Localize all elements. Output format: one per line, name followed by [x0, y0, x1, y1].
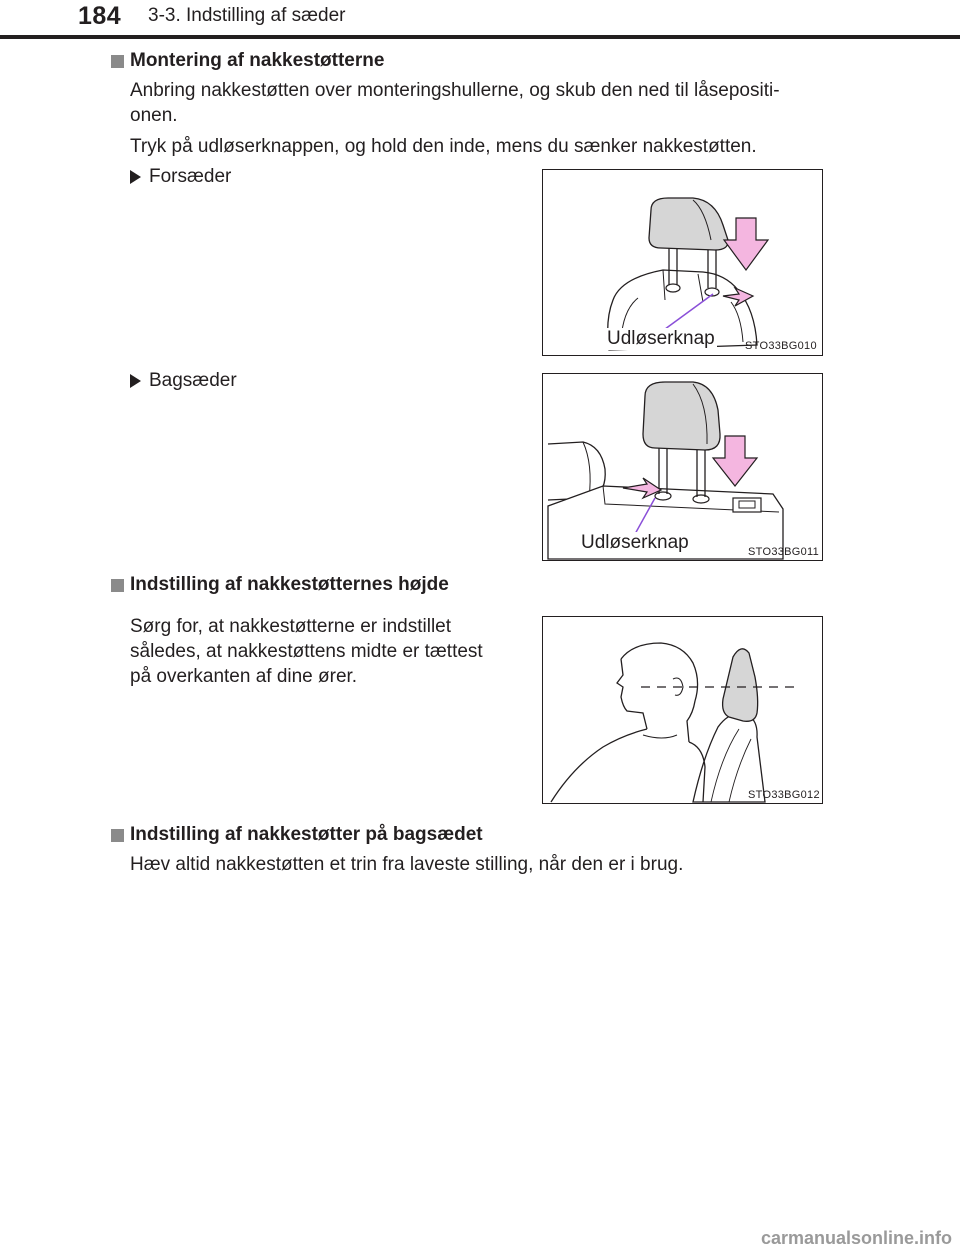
mounting-para1-line1: Anbring nakkestøtten over monteringshullerne, og skub den ned til låsepositi-: [130, 80, 780, 101]
figure-rear-seat: [542, 373, 823, 561]
watermark: carmanualsonline.info: [760, 1228, 952, 1248]
page-number: 184: [78, 2, 122, 30]
heading-height-text: Indstilling af nakkestøtternes højde: [130, 574, 449, 595]
fig2-code: STO33BG011: [748, 546, 820, 558]
head-position-illustration: [543, 617, 823, 804]
heading-mounting-text: Montering af nakkestøtterne: [130, 50, 385, 71]
triangle-bullet-icon: [130, 374, 141, 388]
height-para-line1: Sørg for, at nakkestøtterne er indstillet: [130, 616, 452, 637]
front-seats-label: [130, 166, 231, 188]
heading-height: [111, 574, 449, 596]
rear-seats-text: Bagsæder: [149, 370, 237, 391]
height-para-line3: på overkanten af dine ører.: [130, 666, 358, 687]
mounting-para2: Tryk på udløserknappen, og hold den inde, mens du sænker nakkestøtten.: [130, 136, 757, 157]
square-bullet-icon: [111, 829, 124, 842]
section-title: 3-3. Indstilling af sæder: [148, 5, 346, 26]
square-bullet-icon: [111, 579, 124, 592]
heading-rear: [111, 824, 483, 846]
mounting-para1-line2: onen.: [130, 105, 178, 126]
square-bullet-icon: [111, 55, 124, 68]
height-para-line2: således, at nakkestøttens midte er tættest: [130, 641, 483, 662]
heading-rear-text: Indstilling af nakkestøtter på bagsædet: [130, 824, 483, 845]
fig1-callout: Udløserknap: [607, 328, 715, 349]
rear-seats-label: [130, 370, 237, 392]
rear-para: Hæv altid nakkestøtten et trin fra laveste stilling, når den er i brug.: [130, 854, 684, 875]
page-header: [0, 0, 960, 40]
fig2-callout: Udløserknap: [581, 532, 689, 553]
fig3-code: STO33BG012: [748, 789, 820, 801]
fig1-code: STO33BG010: [745, 340, 817, 352]
front-seats-text: Forsæder: [149, 166, 232, 187]
figure-front-seat: [542, 169, 823, 356]
height-para: [130, 614, 517, 689]
header-rule: [0, 35, 960, 39]
figure-head-position: [542, 616, 823, 804]
triangle-bullet-icon: [130, 170, 141, 184]
heading-mounting: [111, 50, 384, 72]
mounting-para1: [130, 78, 780, 128]
